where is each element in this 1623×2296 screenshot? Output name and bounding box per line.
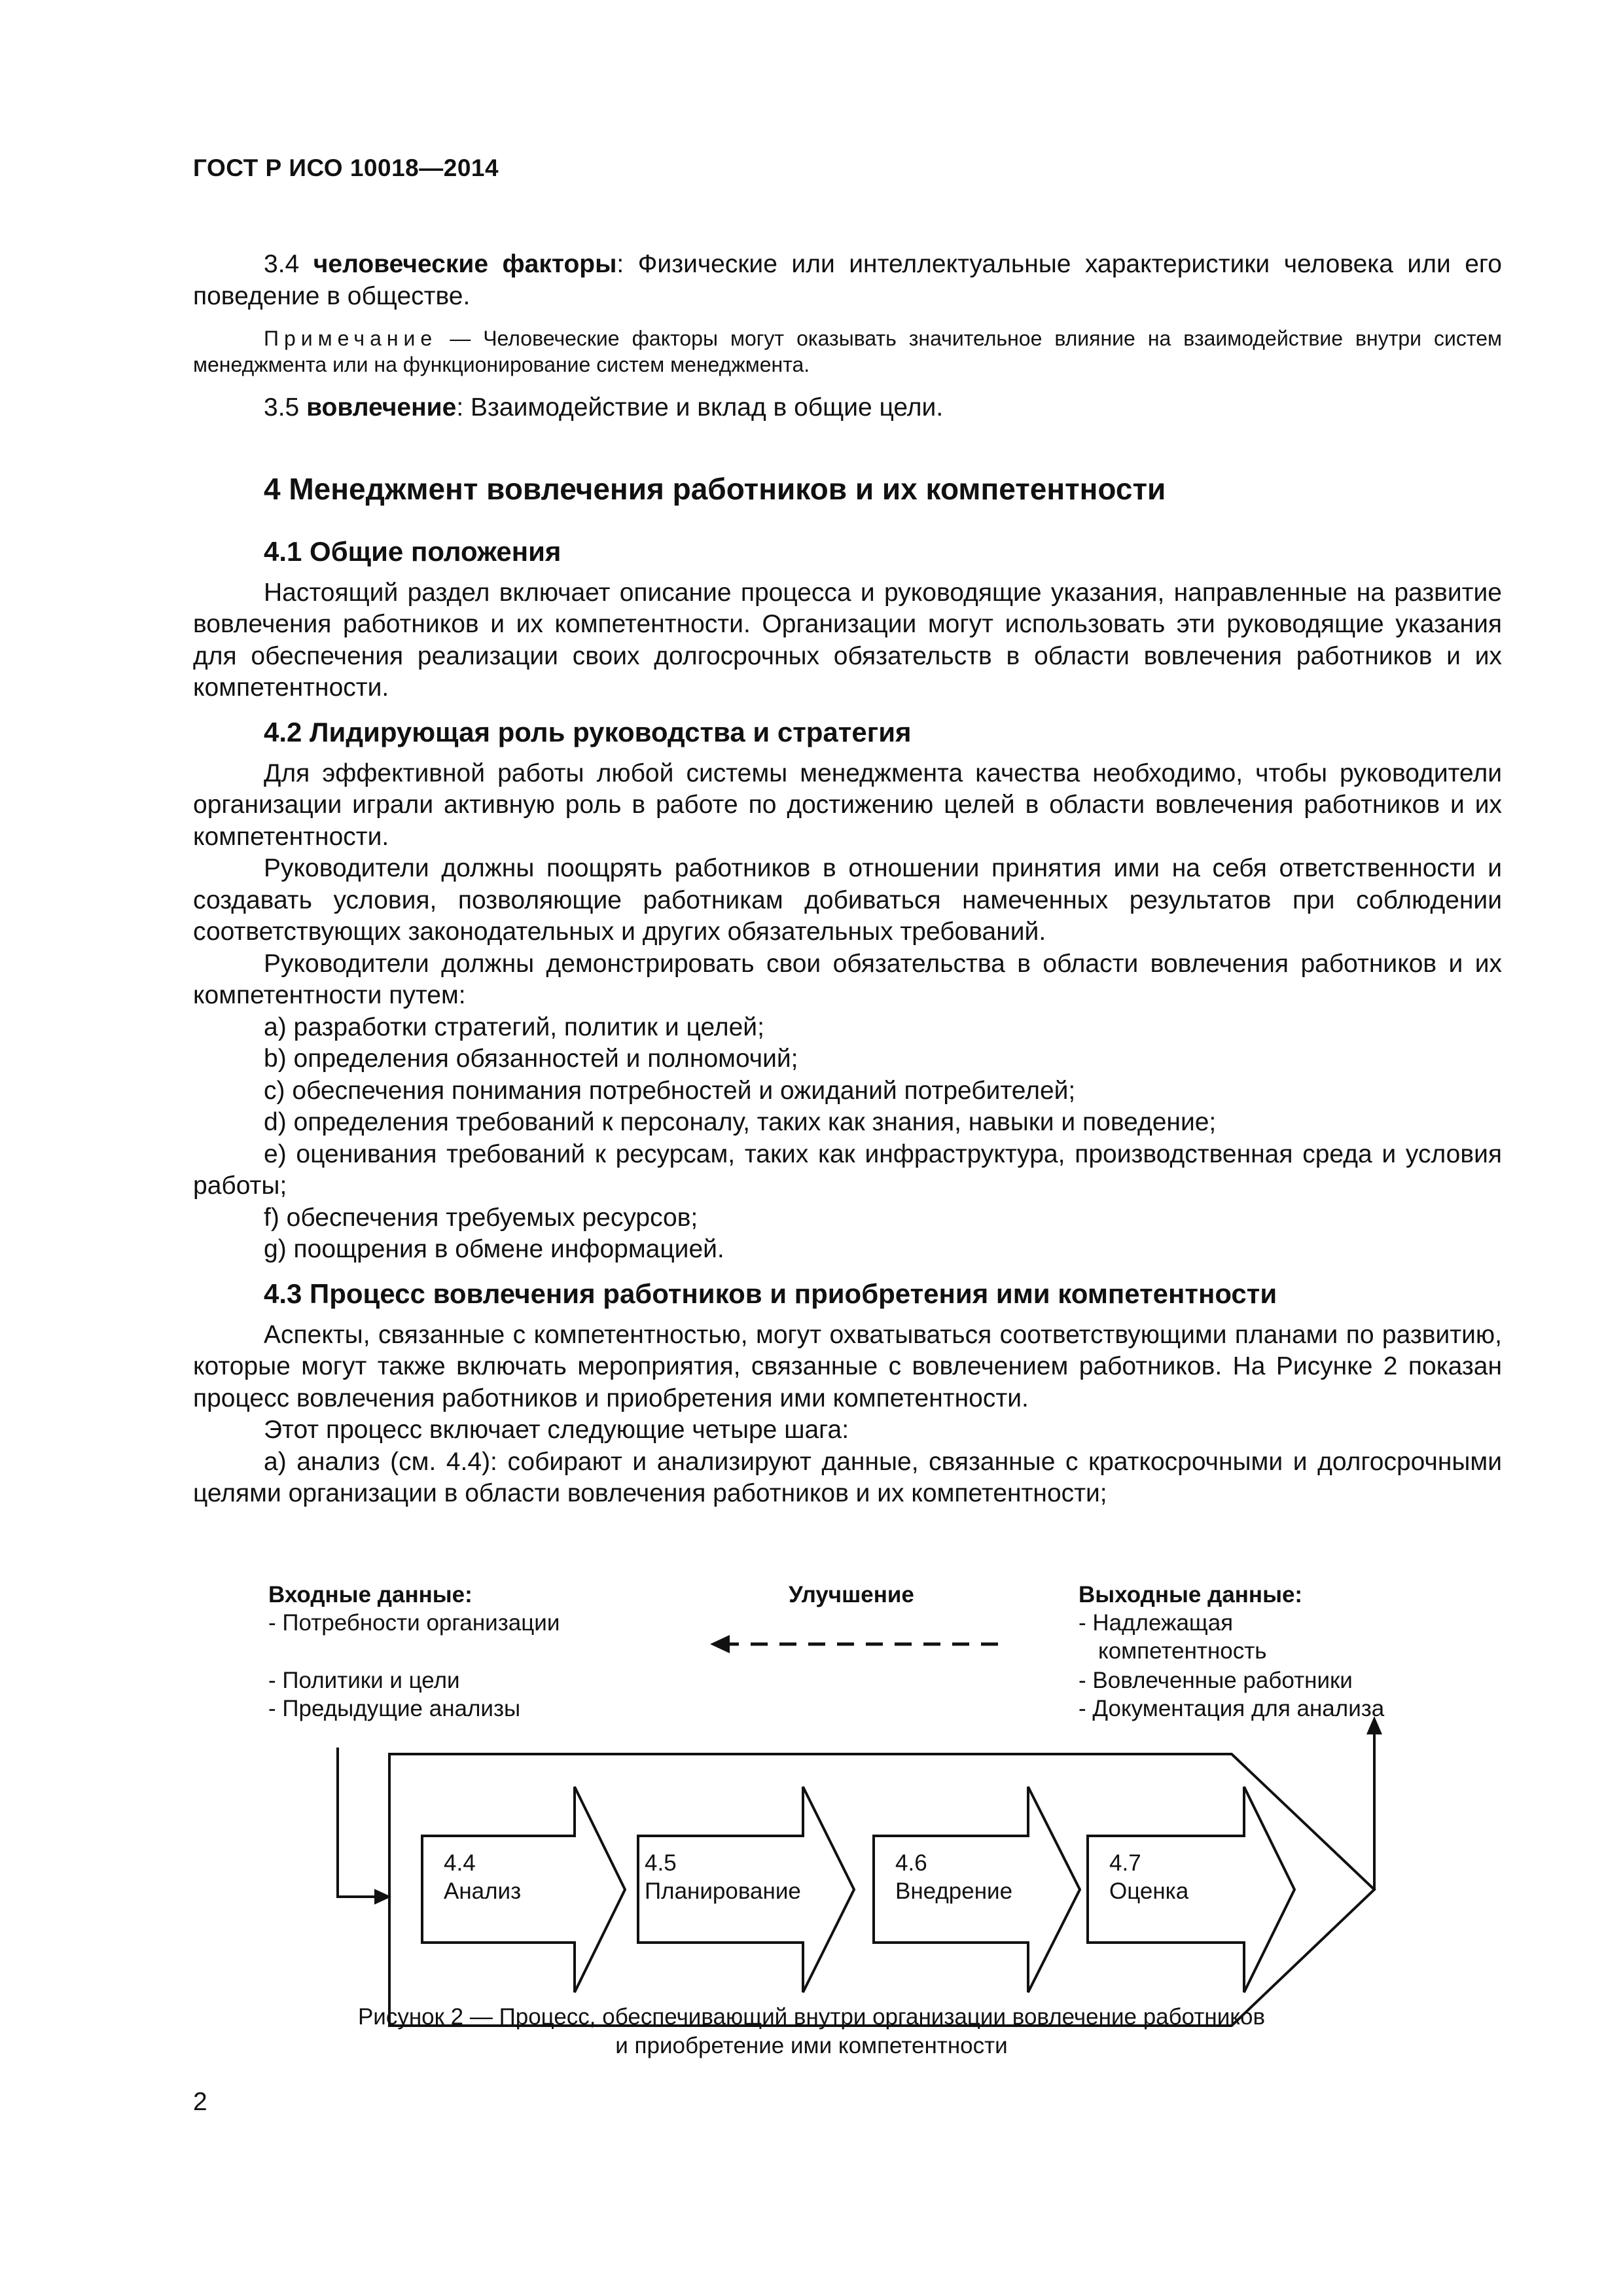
output-title: Выходные данные: <box>1079 1582 1303 1607</box>
step-name: Оценка <box>1109 1878 1189 1904</box>
paragraph: Настоящий раздел включает описание процесса и руководящие указания, направленные на развитие вовлечения работников и их компетентности. Организации могут использовать эти руководящие указания для обеспечения реализации своих долгосрочных обязательств в области вовлечения работников и их компетентности. <box>193 578 1502 702</box>
paragraph: Аспекты, связанные с компетентностью, могут охватываться соответствующими планами по развитию, которые могут также включать мероприятия, связанные с вовлечением работников. На Рисунке 2 показан процесс вовлечения работников и приобретения ими компетентности. <box>193 1320 1502 1412</box>
page-content <box>193 249 1502 1510</box>
paragraph: Руководители должны поощрять работников в отношении принятия ими на себя ответственности и создавать условия, позволяющие работникам добиваться намеченных результатов при соблюдении соответствующих законодательных и других обязательных требований. <box>193 854 1502 946</box>
list-item: c) обеспечения понимания потребностей и ожиданий потребителей; <box>264 1076 1076 1105</box>
step-number: 4.7 <box>1109 1850 1141 1876</box>
note <box>193 325 1502 378</box>
list-item: g) поощрения в обмене информацией. <box>264 1235 724 1263</box>
figure-caption-line: Рисунок 2 — Процесс, обеспечивающий внутри организации вовлечение работников <box>357 2004 1266 2030</box>
paragraph: Для эффективной работы любой системы менеджмента качества необходимо, чтобы руководители организации играли активную роль в работе по достижению целей в области вовлечения работников и их компетентности. <box>193 759 1502 851</box>
improvement-arrowhead <box>710 1635 730 1653</box>
input-title: Входные данные: <box>268 1582 473 1607</box>
note-label: Примечание <box>264 327 438 350</box>
step-number: 4.5 <box>645 1850 677 1876</box>
figure-caption-line: и приобретение ими компетентности <box>615 2033 1008 2058</box>
note-text: — Человеческие факторы могут оказывать значительное влияние на взаимодействие внутри систем менеджмента или на функционирование систем менеджмента. <box>193 327 1502 376</box>
clause-number: 3.4 <box>264 250 300 278</box>
input-arrow <box>338 1748 376 1897</box>
term: человеческие факторы <box>313 250 617 278</box>
step-number: 4.6 <box>895 1850 927 1876</box>
page-number: 2 <box>193 2088 207 2116</box>
section-4-1-title: 4.1 Общие положения <box>264 535 562 567</box>
figure-caption <box>0 2003 1623 2060</box>
step-number: 4.4 <box>444 1850 476 1876</box>
section-4-title: 4 Менеджмент вовлечения работников и их компетентности <box>264 471 1166 506</box>
paragraph: Этот процесс включает следующие четыре шага: <box>264 1416 849 1444</box>
definition-text: : Физические или интеллектуальные характеристики человека или его поведение в обществе. <box>193 250 1502 310</box>
list-item: a) разработки стратегий, политик и целей; <box>264 1013 764 1041</box>
document-header: ГОСТ Р ИСО 10018—2014 <box>193 154 499 181</box>
improvement-title: Улучшение <box>789 1582 914 1607</box>
step-name: Планирование <box>645 1878 801 1904</box>
step-name: Внедрение <box>895 1878 1013 1904</box>
input-item: - Предыдущие анализы <box>268 1696 521 1721</box>
paragraph: Руководители должны демонстрировать свои обязательства в области вовлечения работников и их компетентности путем: <box>193 949 1502 1009</box>
paragraph: a) анализ (см. 4.4): собирают и анализируют данные, связанные с краткосрочными и долгосрочными целями организации в области вовлечения работников и их компетентности; <box>193 1447 1502 1507</box>
definition-text: : Взаимодействие и вклад в общие цели. <box>456 393 944 422</box>
definition-3-4 <box>193 249 1502 312</box>
section-4-3-title: 4.3 Процесс вовлечения работников и приобретения ими компетентности <box>264 1278 1277 1309</box>
output-item: - Вовлеченные работники <box>1079 1668 1353 1693</box>
definition-3-5 <box>193 392 1502 424</box>
list-item: f) обеспечения требуемых ресурсов; <box>264 1203 698 1232</box>
clause-number: 3.5 <box>264 393 300 422</box>
list-item: e) оценивания требований к ресурсам, таких как инфраструктура, производственная среда и условия работы; <box>193 1139 1502 1200</box>
term: вовлечение <box>306 393 457 422</box>
input-item: - Политики и цели <box>268 1668 460 1693</box>
section-4-2-title: 4.2 Лидирующая роль руководства и стратегия <box>264 716 912 747</box>
output-item: компетентность <box>1098 1638 1267 1664</box>
input-item: - Потребности организации <box>268 1610 560 1636</box>
output-item: - Документация для анализа <box>1079 1696 1385 1721</box>
list-item: b) определения обязанностей и полномочий; <box>264 1045 798 1073</box>
output-item: - Надлежащая <box>1079 1610 1234 1636</box>
step-name: Анализ <box>444 1878 522 1904</box>
list-item: d) определения требований к персоналу, таких как знания, навыки и поведение; <box>264 1108 1217 1136</box>
list <box>193 1012 1502 1266</box>
